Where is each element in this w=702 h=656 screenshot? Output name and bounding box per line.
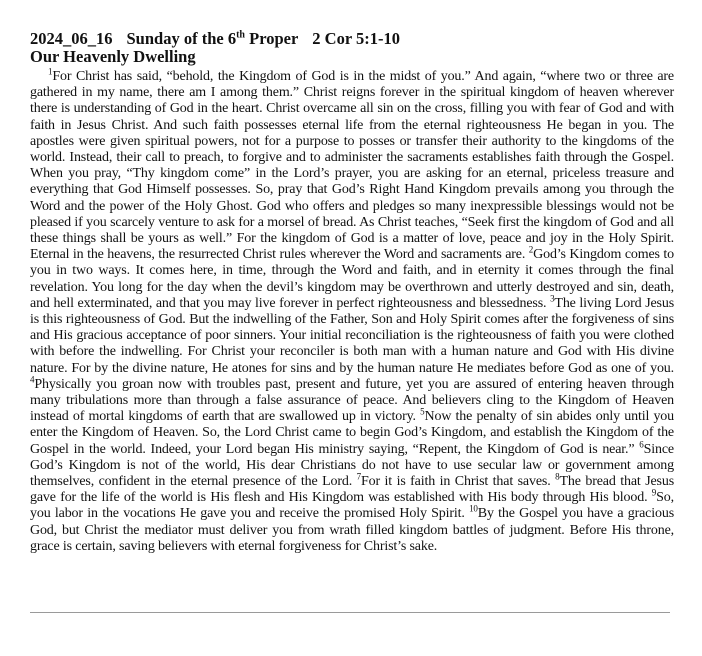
sermon-date: 2024_06_16	[30, 29, 113, 48]
occasion-suffix: Proper	[244, 29, 299, 48]
verse-text: Now the penalty of sin abides only until you enter the Kingdom of Heaven. So, the Lord Christ came to begin God’s Kingdom, and establish the Kingdom of the Gospel in the world. Indeed, your Lord began His ministry saying, “Repent, the Kingdom of God is near.”	[30, 409, 674, 457]
occasion-prefix: Sunday of the 6	[126, 29, 237, 48]
verse-text: So, you labor in the vocations He gave you and receive the promised Holy Spirit.	[30, 490, 674, 522]
document-page	[30, 30, 674, 569]
sermon-heading-line	[30, 30, 674, 48]
verse-text: For it is faith in Christ that saves.	[360, 474, 556, 490]
verse-number: 2	[528, 244, 534, 255]
scripture-reference: 2 Cor 5:1-10	[312, 29, 400, 48]
verse-text: Since God’s Kingdom is not of the world, His dear Christians do not have to use secular law or government among themselves, confident in the eternal presence of the Lord.	[30, 441, 674, 490]
ordinal-suffix: th	[236, 29, 245, 41]
verse-text: For Christ has said, “behold, the Kingdom of God is in the midst of you.” And again, “where two or three are gathered in my name, there am I among them.” Christ reigns forever in the spiritual kingdom of heaven wherever there is understanding of God in the heart. Christ overcame all sin on the cross, filling you with fear of God and with faith in Jesus Christ. And such faith possesses eternal life from the eternal righteousness He began in you. The apostles were given spiritual powers, not for a purpose to posses or transfer their authority to the kingdoms of the world. Instead, their call to preach, to forgive and to administer the sacraments establishes faith through the Gospel. When you pray, “Thy kingdom come” in the Lord’s prayer, you are asking for an eternal, priceless treasure and everything that God Himself possesses. So, pray that God’s Right Hand Kingdom prevails among you through the Word and the power of the Holy Ghost. God who offers and pledges so many inexpressible blessings would not be pleased if you scarcely venture to ask for a morsel of bread. As Christ teaches, “Seek first the kingdom of God and all these things shall be yours as well.” For the kingdom of God is a matter of love, peace and joy in the Holy Spirit. Eternal in the heavens, the resurrected Christ rules wherever the Word and sacraments are.	[30, 69, 674, 263]
verse-number: 9	[651, 487, 657, 498]
verse-text: By the Gospel you have a gracious God, but Christ the mediator must deliver you from wrath filled kingdom battles of judgment. Before His throne, grace is certain, saving believers with eternal forgiveness for Christ’s sake.	[30, 506, 674, 554]
verse-text: God’s Kingdom comes to you in two ways. It comes here, in time, through the Word and faith, and in eternity it comes through the final revelation. You long for the day when the devil’s kingdom may be overthrown and utterly destroyed and sin, death, and hell exterminated, and that you may live forever in perfect righteousness and blessedness.	[30, 247, 674, 311]
verse-number: 10	[469, 503, 478, 514]
verse-text: Physically you groan now with troubles past, present and future, yet you are assured of entering heaven through many tribulations more than through a false assurance of peace. And believers cling to the Kingdom of Heaven instead of mortal kingdoms of earth that are swallowed up in victory.	[30, 376, 674, 425]
sermon-title: Our Heavenly Dwelling	[30, 47, 196, 66]
verse-number: 6	[639, 439, 644, 450]
sermon-body	[30, 66, 675, 555]
verse-number: 4	[30, 374, 35, 385]
page-divider	[30, 612, 670, 613]
sermon-occasion	[127, 29, 299, 48]
verse-text: The living Lord Jesus is this righteousness of God. But the indwelling of the Father, Son and Holy Spirit comes after the forgiveness of sins and His gracious acceptance of poor sinners. Your initial reconciliation is the righteousness of faith you were clothed with before the indwelling. For Christ your reconciler is both man with a human nature and God with His divine nature. For by the divine nature, He atones for sins and by the human nature He mediates before God as one of you.	[30, 295, 675, 376]
verse-number: 8	[555, 471, 560, 482]
verse-number: 5	[420, 406, 425, 417]
verse-text: The bread that Jesus gave for the life of the world is His flesh and His Kingdom was established with His body through His blood.	[30, 474, 674, 506]
verse-number: 3	[550, 293, 555, 304]
verse-number: 7	[356, 471, 361, 482]
verse-number: 1	[48, 66, 53, 77]
